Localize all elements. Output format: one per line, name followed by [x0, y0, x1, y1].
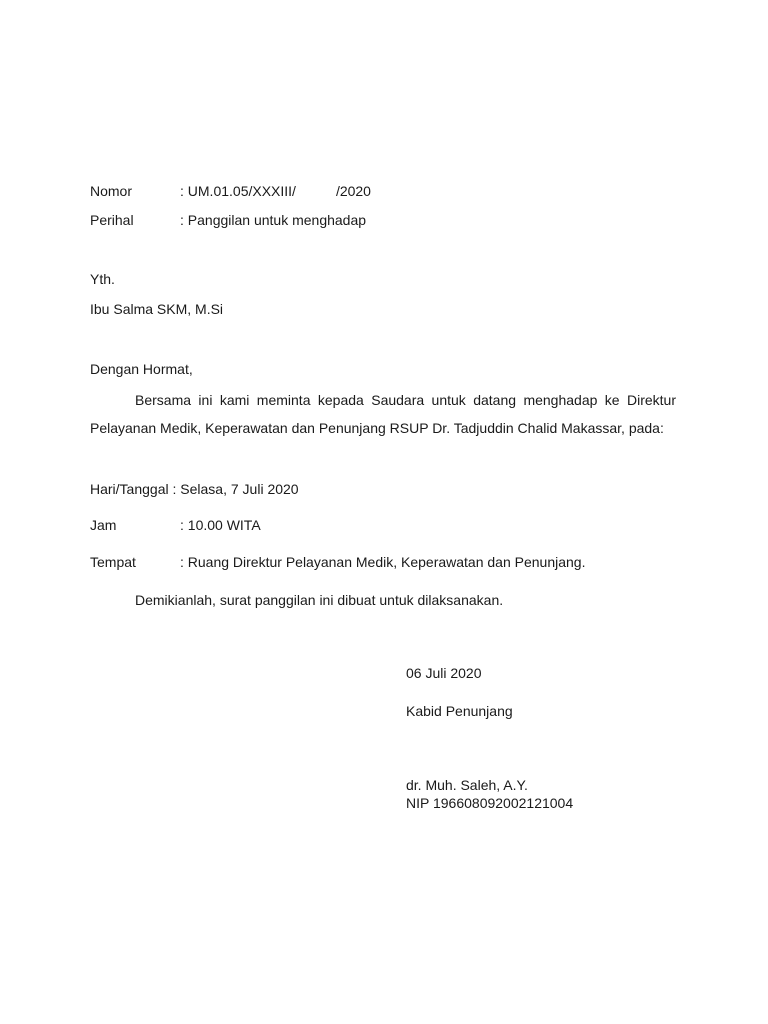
signature-position: Kabid Penunjang	[406, 703, 513, 719]
closing-text: Demikianlah, surat panggilan ini dibuat untuk dilaksanakan.	[135, 592, 504, 608]
tempat-row	[90, 553, 585, 571]
hari-label: Hari/Tanggal	[90, 481, 169, 497]
recipient-salutation: Yth.	[90, 271, 115, 287]
hari-row	[90, 480, 299, 498]
greeting: Dengan Hormat,	[90, 361, 193, 377]
signature-name: dr. Muh. Saleh, A.Y.	[406, 777, 528, 793]
perihal-row	[90, 211, 366, 229]
signature-nip: NIP 196608092002121004	[406, 795, 574, 811]
recipient-name: Ibu Salma SKM, M.Si	[90, 301, 224, 317]
jam-label: Jam	[90, 517, 117, 533]
tempat-label: Tempat	[90, 554, 136, 570]
jam-value: : 10.00 WITA	[180, 517, 261, 533]
nomor-label: Nomor	[90, 183, 133, 199]
nomor-number: : UM.01.05/XXXIII/	[180, 183, 296, 199]
nomor-row	[90, 182, 371, 200]
tempat-value: : Ruang Direktur Pelayanan Medik, Keperawatan dan Penunjang.	[180, 554, 586, 570]
body-paragraph: Bersama ini kami meminta kepada Saudara untuk datang menghadap ke Direktur Pelayanan Medik, Keperawatan dan Penunjang RSUP Dr. Tadjuddin Chalid Makassar, pada:	[90, 392, 676, 436]
hari-value: : Selasa, 7 Juli 2020	[172, 481, 299, 497]
perihal-label: Perihal	[90, 212, 134, 228]
signature-date: 06 Juli 2020	[406, 665, 482, 681]
perihal-value: : Panggilan untuk menghadap	[180, 212, 367, 228]
nomor-year: /2020	[335, 183, 371, 199]
nomor-value	[180, 182, 371, 200]
jam-row	[90, 516, 261, 534]
